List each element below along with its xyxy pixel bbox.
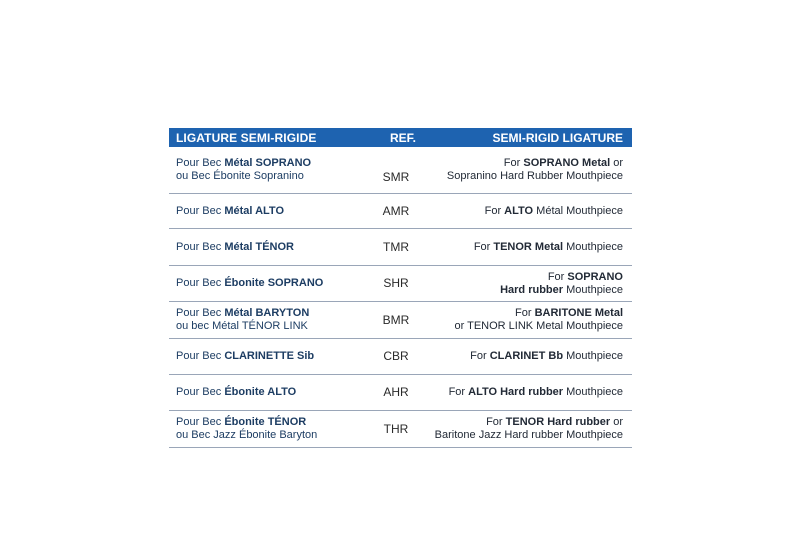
english-bold-text: TENOR Hard rubber [505, 416, 611, 428]
english-text: For [470, 350, 490, 362]
french-line [176, 416, 369, 429]
table-row [169, 375, 632, 411]
english-bold-text: ALTO Hard rubber [468, 386, 564, 398]
english-text: For [503, 157, 524, 169]
header-french: LIGATURE SEMI-RIGIDE [176, 130, 317, 145]
reference-code: CBR [383, 349, 409, 363]
french-line [176, 386, 369, 399]
french-line [176, 277, 369, 290]
french-bold-text: Métal TÉNOR [224, 240, 294, 253]
english-text: For [473, 240, 494, 253]
english-text: For [484, 204, 505, 217]
english-text: Baritone Jazz Hard rubber Mouthpiece [434, 429, 623, 441]
table-row [169, 302, 632, 339]
english-bold-text: SOPRANO [567, 270, 623, 283]
table-body [169, 147, 632, 448]
reference-code: TMR [383, 239, 409, 254]
english-bold-text: BARITONE Metal [534, 307, 623, 319]
french-line [176, 307, 369, 320]
table-row [169, 266, 632, 302]
english-bold-text: ALTO [504, 204, 534, 217]
english-text: For [547, 270, 568, 283]
french-text: Pour Bec [176, 416, 225, 428]
french-text: Pour Bec [176, 386, 225, 398]
english-bold-text: Hard rubber [500, 283, 564, 296]
french-description [169, 241, 369, 254]
english-line [423, 429, 623, 442]
french-line [176, 429, 369, 442]
english-text: Mouthpiece [563, 283, 623, 296]
french-line [176, 320, 369, 333]
english-line [423, 157, 623, 170]
french-text: ou Bec Ébonite Sopranino [176, 170, 304, 182]
reference-code: SMR [382, 170, 410, 184]
english-text: or [610, 157, 623, 169]
french-description [169, 307, 369, 333]
header-ref: REF. [389, 130, 416, 145]
french-bold-text: Métal BARYTON [224, 307, 310, 319]
english-description [423, 386, 632, 399]
english-line [423, 241, 623, 254]
english-text: Mouthpiece [563, 240, 623, 253]
french-description [169, 386, 369, 399]
english-line [423, 205, 623, 218]
english-text: Mouthpiece [563, 386, 623, 398]
ligature-table [169, 128, 632, 448]
french-bold-text: Ébonite SOPRANO [224, 277, 324, 289]
reference-code: AMR [382, 203, 410, 218]
english-description [423, 271, 632, 297]
french-bold-text: Métal ALTO [224, 204, 285, 217]
french-description [169, 205, 369, 218]
table-row [169, 147, 632, 194]
english-line [423, 320, 623, 333]
french-text: Pour Bec [176, 307, 225, 319]
english-description [423, 416, 632, 442]
english-line [423, 350, 623, 363]
french-line [176, 350, 369, 363]
table-row [169, 411, 632, 448]
french-line [176, 241, 369, 254]
english-description [423, 307, 632, 333]
french-bold-text: CLARINETTE Sib [224, 350, 315, 362]
french-text: Pour Bec [176, 350, 225, 362]
french-description [169, 350, 369, 363]
english-line [423, 284, 623, 297]
table-row [169, 339, 632, 375]
english-text: For [515, 307, 535, 319]
french-line [176, 205, 369, 218]
english-description [423, 205, 632, 218]
french-text: ou bec Métal TÉNOR LINK [176, 320, 308, 332]
english-description [423, 157, 632, 183]
french-line [176, 170, 369, 183]
english-bold-text: TENOR Metal [493, 240, 564, 253]
french-text: Pour Bec [176, 204, 225, 217]
french-bold-text: Métal SOPRANO [224, 157, 312, 169]
english-text: or [610, 416, 623, 428]
english-line [423, 386, 623, 399]
french-bold-text: Ébonite ALTO [224, 386, 297, 398]
french-line [176, 157, 369, 170]
french-text: Pour Bec [176, 157, 225, 169]
english-line [423, 307, 623, 320]
english-description [423, 241, 632, 254]
english-bold-text: CLARINET Bb [489, 350, 564, 362]
english-text: Mouthpiece [563, 350, 623, 362]
french-description [169, 157, 369, 183]
english-text: or TENOR LINK Metal Mouthpiece [454, 320, 623, 332]
table-row [169, 229, 632, 266]
french-description [169, 416, 369, 442]
english-line [423, 271, 623, 284]
table-row [169, 194, 632, 229]
english-text: Sopranino Hard Rubber Mouthpiece [446, 170, 623, 182]
french-bold-text: Ébonite TÉNOR [224, 416, 307, 428]
english-text: For [486, 416, 506, 428]
table-header [169, 128, 632, 147]
header-english: SEMI-RIGID LIGATURE [492, 130, 623, 145]
reference-code: AHR [383, 385, 409, 399]
english-description [423, 350, 632, 363]
english-bold-text: SOPRANO Metal [523, 157, 611, 169]
reference-code: THR [383, 421, 409, 436]
english-text: For [448, 386, 469, 398]
english-line [423, 170, 623, 183]
reference-code: BMR [382, 312, 410, 327]
french-text: Pour Bec [176, 240, 225, 253]
french-text: ou Bec Jazz Ébonite Baryton [176, 429, 318, 441]
reference-code: SHR [383, 276, 409, 290]
french-text: Pour Bec [176, 277, 225, 289]
english-line [423, 416, 623, 429]
english-text: Métal Mouthpiece [533, 204, 623, 217]
french-description [169, 277, 369, 290]
